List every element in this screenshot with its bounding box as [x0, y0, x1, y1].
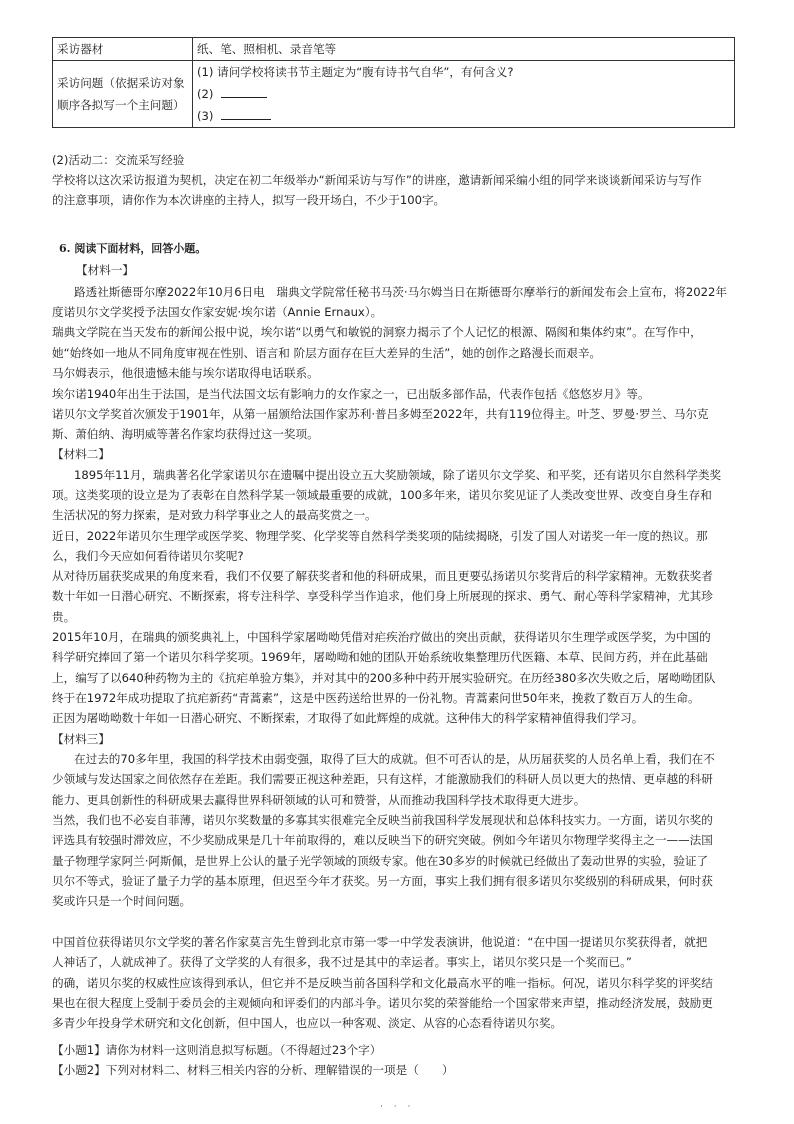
answer-blank	[221, 106, 271, 120]
paragraph-line: 评选具有较强时滞效应，不少奖励成果是几十年前取得的，难以反映当下的研究突破。例如今年诺贝尔物理学奖得主之一——法国	[52, 833, 713, 847]
table-row	[53, 61, 735, 128]
question-3: (3)	[197, 105, 730, 127]
paragraph-line: 终于在1972年成功提取了抗疟新药“青蒿素”，这是中医药送给世界的一份礼物。青蒿素问世50年来，挽救了数百万人的生命。	[52, 691, 700, 705]
page-footer-dots: · · ·	[380, 1102, 415, 1112]
paragraph-line: 少领域与发达国家之间依然存在差距。我们需要正视这种差距，只有这样，才能激励我们的科研人员以更大的热情、更卓越的科研	[52, 772, 713, 786]
paragraph-line: 度诺贝尔文学奖授予法国女作家安妮·埃尔诺（Annie Ernaux）。	[52, 305, 383, 319]
table-value-cell: 纸、笔、照相机、录音笔等	[193, 38, 735, 61]
paragraph-line: 生活状况的努力探索，是对致力科学事业之人的最高奖赏之一。	[52, 508, 377, 522]
table-label-line: 顺序各拟写一个主问题）	[57, 98, 185, 112]
paragraph-line: 贵。	[52, 610, 76, 624]
paragraph-line: 她“始终如一地从不同角度审视在性别、语言和 阶层方面存在巨大差异的生活”，她的创作之路漫长而艰辛。	[52, 346, 602, 360]
question-1: (1) 请问学校将读书节主题定为“腹有诗书气自华”，有何含义?	[197, 65, 514, 79]
paragraph-line: 路透社斯德哥尔摩2022年10月6日电 瑞典文学院常任秘书马茨·马尔姆当日在斯德哥尔摩举行的新闻发布会上宣布，将2022年	[74, 285, 727, 299]
paragraph-line: 2015年10月，在瑞典的颁奖典礼上，中国科学家屠呦呦凭借对疟疾治疗做出的突出贡献，获得诺贝尔生理学或医学奖，为中国的	[52, 630, 711, 644]
paragraph-line: 当然，我们也不必妄自菲薄，诺贝尔奖数量的多寡其实很难完全反映当前我国科学发展现状和总体科技实力。一方面，诺贝尔奖的	[52, 813, 713, 827]
paragraph-line: 埃尔诺1940年出生于法国，是当代法国文坛有影响力的女作家之一，已出版多部作品，代表作包括《悠悠岁月》等。	[52, 387, 650, 401]
question-2: (2)	[197, 83, 730, 105]
table-label-cell	[53, 61, 193, 128]
paragraph-line: 的确，诺贝尔奖的权威性应该得到承认，但它并不是反映当前各国科学和文化最高水平的唯一指标。何况，诺贝尔科学奖的评奖结	[52, 976, 713, 990]
paragraph-line: 上，编写了以640种药物为主的《抗疟单验方集》，并对其中的200多种中药开展实验研究。在历经380多次失败之后，屠呦呦团队	[52, 671, 716, 685]
table-label-cell: 采访器材	[53, 38, 193, 61]
table-value-cell	[193, 61, 735, 128]
paragraph-line: 的注意事项，请你作为本次讲座的主持人，拟写一段开场白，不少于100字。	[52, 193, 446, 207]
activity-title: (2)活动二：交流采写经验	[52, 153, 185, 167]
material-heading: 【材料三】	[52, 732, 110, 746]
paragraph-line: 瑞典文学院在当天发布的新闻公报中说，埃尔诺“以勇气和敏锐的洞察力揭示了个人记忆的根源、隔阂和集体约束”。在写作中，	[52, 325, 702, 339]
paragraph-line: 马尔姆表示，他很遗憾未能与埃尔诺取得电话联系。	[52, 366, 319, 380]
answer-blank	[221, 84, 267, 98]
interview-plan-table	[52, 37, 735, 128]
paragraph-line: 能力、更具创新性的科研成果去赢得世界科研领域的认可和赞誉，从而推动我国科学技术取得更大进步。	[52, 793, 586, 807]
paragraph-line: 贝尔不等式，验证了量子力学的基本原理，但迟至今年才获奖。另一方面，事实上我们拥有很多诺贝尔奖级别的科研成果，何时获	[52, 874, 713, 888]
paragraph-line: 数十年如一日潜心研究、不断探索，将专注科学、享受科学当作追求，他们身上所展现的探求、勇气、耐心等科学家精神，尤其珍	[52, 589, 713, 603]
paragraph-line: 人神话了，人就成神了。获得了文学奖的人有很多，我不过是其中的幸运者。事实上，诺贝尔奖只是一个奖而已。”	[52, 955, 632, 969]
paragraph-line: 近日，2022年诺贝尔生理学或医学奖、物理学奖、化学奖等自然科学类奖项的陆续揭晓，引发了国人对诺奖一年一度的热议。那	[52, 529, 708, 543]
paragraph-line: 从对待历届获奖成果的角度来看，我们不仅要了解获奖者和他的科研成果，而且更要弘扬诺贝尔奖背后的科学家精神。无数获奖者	[52, 569, 713, 583]
paragraph-line: 正因为屠呦呦数十年如一日潜心研究、不断探索，才取得了如此辉煌的成就。这种伟大的科学家精神值得我们学习。	[52, 711, 644, 725]
sub-question-1: 【小题1】请你为材料一这则消息拟写标题。（不得超过23个字）	[52, 1043, 382, 1057]
paragraph-line: 中国首位获得诺贝尔文学奖的著名作家莫言先生曾到北京市第一零一中学发表演讲，他说道：“在中国一提诺贝尔奖获得者，就把	[52, 935, 708, 949]
paragraph-line: 奖或许只是一个时间问题。	[52, 894, 192, 908]
material-heading: 【材料二】	[52, 447, 110, 461]
paragraph-line: 多青少年投身学术研究和文化创新，但中国人，也应以一种客观、淡定、从容的心态看待诺贝尔奖。	[52, 1016, 563, 1030]
paragraph-line: 果也在很大程度上受制于委员会的主观倾向和评委们的内部斗争。诺贝尔奖的荣誉能给一个国家带来声望，推动经济发展，鼓励更	[52, 996, 713, 1010]
sub-question-2: 【小题2】下列对材料二、材料三相关内容的分析、理解错误的一项是（ ）	[52, 1063, 454, 1077]
table-row	[53, 38, 735, 61]
paragraph-line: 在过去的70多年里，我国的科学技术由弱变强，取得了巨大的成就。但不可否认的是，从历届获奖的人员名单上看，我们在不	[74, 752, 715, 766]
paragraph-line: 学校将以这次采访报道为契机，决定在初二年级举办“新闻采访与写作”的讲座，邀请新闻采编小组的同学来谈谈新闻采访与写作	[52, 173, 702, 187]
table-label-line: 采访问题（依据采访对象	[57, 76, 185, 90]
paragraph-line: 项。这类奖项的设立是为了表彰在自然科学某一领域最重要的成就，100多年来，诺贝尔奖见证了人类改变世界、改变自身生存和	[52, 488, 712, 502]
paragraph-line: 1895年11月，瑞典著名化学家诺贝尔在遗嘱中提出设立五大奖励领域，除了诺贝尔文学奖、和平奖，还有诺贝尔自然科学类奖	[74, 468, 722, 482]
paragraph-line: 诺贝尔文学奖首次颁发于1901年，从第一届颁给法国作家苏利·普吕多姆至2022年，共有119位得主。叶芝、罗曼·罗兰、马尔克	[52, 407, 709, 421]
paragraph-line: 么，我们今天应如何看待诺贝尔奖呢?	[52, 549, 244, 563]
material-heading: 【材料一】	[76, 263, 134, 277]
paragraph-line: 量子物理学家阿兰·阿斯佩，是世界上公认的量子光学领域的顶级专家。他在30多岁的时候就已经做出了轰动世界的实验，验证了	[52, 854, 709, 868]
question-title: 6. 阅读下面材料，回答小题。	[59, 242, 207, 255]
paragraph-line: 斯、萧伯纳、海明威等著名作家均获得过这一奖项。	[52, 427, 319, 441]
paragraph-line: 科学研究捧回了第一个诺贝尔科学奖项。1969年，屠呦呦和她的团队开始系统收集整理历代医籍、本草、民间方药，并在此基础	[52, 650, 708, 664]
